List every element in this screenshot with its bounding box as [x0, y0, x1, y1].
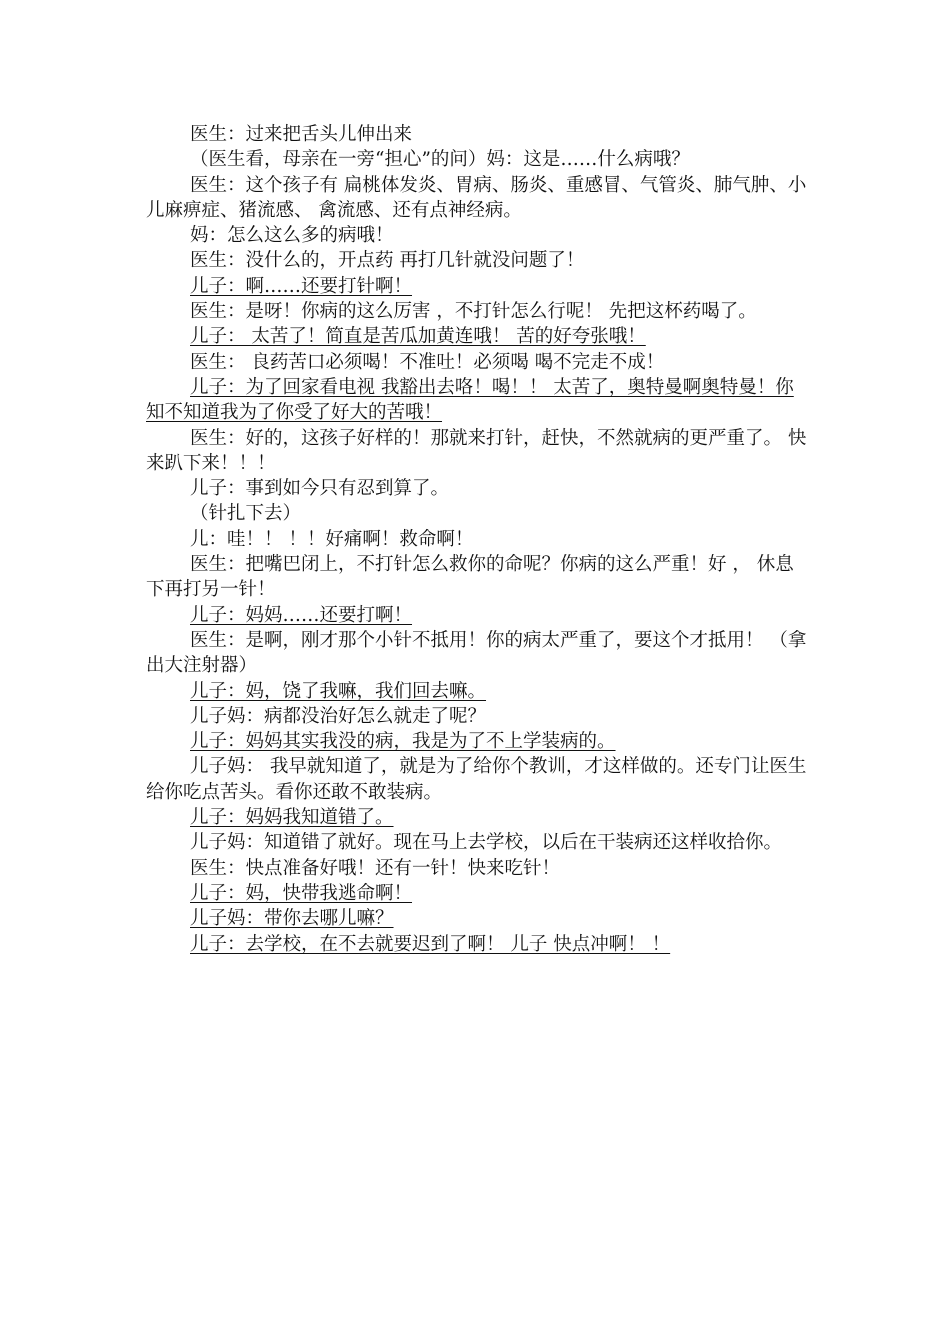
dialogue-line — [146, 805, 812, 830]
dialogue-line — [146, 173, 812, 224]
dialogue-text: 儿子：妈妈我知道错了。 — [190, 807, 394, 829]
dialogue-line — [146, 426, 812, 477]
dialogue-text: 儿子：啊……还要打针啊！ — [190, 275, 413, 297]
dialogue-text: 儿子妈： 我早就知道了，就是为了给你个教训，才这样做的。还专门让医生给你吃点苦头。看你还敢不敢装病。 — [146, 756, 807, 803]
dialogue-text: 医生：快点准备好哦！还有一针！快来吃针！ — [190, 857, 561, 879]
dialogue-text: 儿子妈：知道错了就好。现在马上去学校，以后在干装病还这样收拾你。 — [190, 832, 783, 854]
dialogue-text: 儿子：为了回家看电视 我豁出去咯！喝！！ 太苦了，奥特曼啊奥特曼！你知不知道我为了你受了好大的苦哦！ — [146, 376, 794, 424]
dialogue-text: （针扎下去） — [190, 503, 302, 525]
dialogue-text: 医生：把嘴巴闭上，不打针怎么救你的命呢？你病的这么严重！好 ， 休息下再打另一针！ — [146, 554, 794, 601]
dialogue-text: 儿子妈：带你去哪儿嘛？ — [190, 908, 394, 930]
dialogue-text: 医生：这个孩子有 扁桃体发炎、胃病、肠炎、重感冒、气管炎、肺气肿、小儿麻痹症、猪流感、 禽流感、还有点神经病。 — [146, 174, 807, 221]
dialogue-text: 儿子：去学校，在不去就要迟到了啊！ 儿子 快点冲啊！ ！ — [190, 933, 671, 955]
dialogue-line — [146, 628, 812, 679]
dialogue-line — [146, 501, 812, 526]
dialogue-text: 儿子： 太苦了！简直是苦瓜加黄连哦！ 苦的好夸张哦！ — [190, 326, 646, 348]
dialogue-line — [146, 350, 812, 375]
dialogue-line — [146, 603, 812, 628]
dialogue-line — [146, 729, 812, 754]
dialogue-line — [146, 274, 812, 299]
dialogue-line — [146, 704, 812, 729]
dialogue-text: 儿子：妈，快带我逃命啊！ — [190, 882, 413, 904]
dialogue-text: 妈：怎么这么多的病哦！ — [190, 225, 394, 247]
dialogue-text: 医生：好的，这孩子好样的！那就来打针，赶快，不然就病的更严重了。 快来趴下来！！！ — [146, 427, 807, 474]
dialogue-text: 医生：过来把舌头儿伸出来 — [190, 124, 413, 145]
dialogue-text: 儿子：妈妈……还要打啊！ — [190, 604, 413, 626]
dialogue-text: 儿：哇！！ ！！好痛啊！救命啊！ — [190, 528, 474, 550]
dialogue-text: 医生： 良药苦口必须喝！不准吐！必须喝 喝不完走不成！ — [190, 351, 665, 373]
dialogue-text: 医生：是啊，刚才那个小针不抵用！你的病太严重了，要这个才抵用！ （拿出大注射器） — [146, 629, 807, 677]
dialogue-line — [146, 324, 812, 349]
dialogue-text: 儿子妈：病都没治好怎么就走了呢？ — [190, 705, 487, 727]
dialogue-line — [146, 527, 812, 552]
dialogue-text: 医生：没什么的，开点药 再打几针就没问题了！ — [190, 250, 585, 272]
dialogue-line — [146, 856, 812, 881]
dialogue-text: 医生：是呀！你病的这么厉害 ，不打针怎么行呢！ 先把这杯药喝了。 — [190, 301, 757, 323]
dialogue-text: 儿子：妈，饶了我嘛，我们回去嘛。 — [190, 680, 487, 702]
dialogue-line — [146, 375, 812, 426]
dialogue-line — [146, 248, 812, 273]
dialogue-line — [146, 299, 812, 324]
dialogue-line — [146, 679, 812, 704]
dialogue-line — [146, 906, 812, 931]
script-page — [146, 122, 812, 957]
dialogue-line — [146, 754, 812, 805]
dialogue-line — [146, 830, 812, 855]
dialogue-line — [146, 122, 812, 147]
dialogue-line — [146, 552, 812, 603]
dialogue-line — [146, 223, 812, 248]
dialogue-line — [146, 476, 812, 501]
dialogue-text: 儿子：妈妈其实我没的病，我是为了不上学装病的。 — [190, 731, 616, 753]
dialogue-line — [146, 932, 812, 957]
dialogue-text: （医生看，母亲在一旁“担心”的问）妈：这是……什么病哦？ — [190, 149, 690, 171]
dialogue-line — [146, 881, 812, 906]
dialogue-text: 儿子：事到如今只有忍到算了。 — [190, 478, 450, 500]
dialogue-line — [146, 147, 812, 172]
